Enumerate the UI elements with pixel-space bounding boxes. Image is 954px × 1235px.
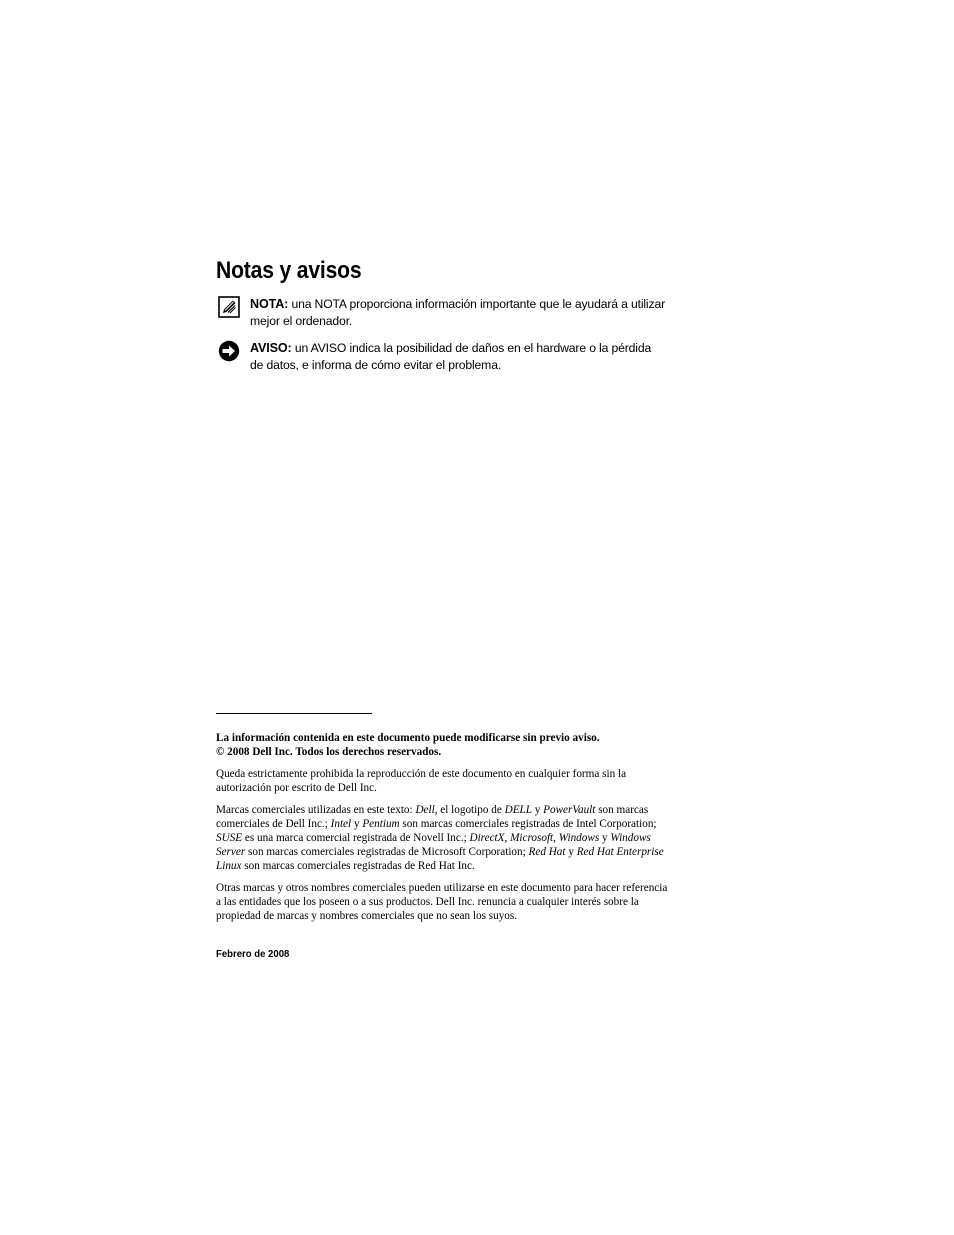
other-line-1: Otras marcas y otros nombres comerciales pueden utilizarse en este documento para hacer referencia: [216, 882, 668, 894]
other-trademarks-notice: [216, 881, 716, 923]
other-line-2: a las entidades que los poseen o a sus productos. Dell Inc. renuncia a cualquier interés sobre la: [216, 896, 639, 908]
trademarks-paragraph: [216, 803, 716, 873]
tm-redhat-enterprise: Linux: [216, 860, 242, 872]
tm-text: es una marca comercial registrada de Novell Inc.;: [242, 832, 470, 844]
tm-dell-logo: DELL: [504, 804, 532, 816]
tm-redhat: Red Hat: [528, 846, 566, 858]
note-line-1: una NOTA proporciona información importante que le ayudará a utilizar: [291, 297, 665, 311]
tm-windows-server: Server: [216, 846, 246, 858]
copyright-line: © 2008 Dell Inc. Todos los derechos reservados.: [216, 746, 442, 758]
tm-text: son marcas comerciales registradas de Microsoft Corporation;: [245, 846, 529, 858]
notice-line-2: de datos, e informa de cómo evitar el problema.: [250, 358, 502, 372]
tm-text: y: [565, 846, 577, 858]
pencil-note-icon: [218, 296, 240, 318]
arrow-circle-icon: [218, 340, 240, 362]
other-line-3: propiedad de marcas y nombres comerciales que no sean los suyos.: [216, 910, 518, 922]
tm-text: comerciales de Dell Inc.;: [216, 818, 331, 830]
reproduction-notice: [216, 767, 716, 795]
tm-windows-server: Windows: [610, 832, 651, 844]
tm-text: son marcas: [595, 804, 649, 816]
info-line: La información contenida en este documento puede modificarse sin previo aviso.: [216, 732, 600, 744]
reproduction-line-1: Queda estrictamente prohibida la reproducción de este documento en cualquier forma sin la: [216, 768, 627, 780]
publication-date: Febrero de 2008: [216, 949, 290, 960]
tm-text: y: [351, 818, 363, 830]
tm-microsoft: Microsoft: [510, 832, 554, 844]
tm-redhat-enterprise: Red Hat Enterprise: [576, 846, 664, 858]
page-title: Notas y avisos: [216, 257, 362, 284]
tm-text: y: [599, 832, 611, 844]
tm-text: y: [531, 804, 544, 816]
note-label: NOTA:: [250, 297, 289, 311]
tm-text: son marcas comerciales registradas de Red Hat Inc.: [241, 860, 475, 872]
tm-text: , el logotipo de: [434, 804, 505, 816]
tm-directx: DirectX: [469, 832, 505, 844]
tm-intel: Intel: [330, 818, 352, 830]
tm-text: ,: [504, 832, 511, 844]
notice-text: [250, 340, 720, 374]
tm-powervault: PowerVault: [543, 804, 596, 816]
info-disclaimer: [216, 731, 716, 759]
note-text: [250, 296, 720, 330]
tm-suse: SUSE: [216, 832, 243, 844]
tm-text: Marcas comerciales utilizadas en este texto:: [216, 804, 416, 816]
tm-pentium: Pentium: [362, 818, 400, 830]
notice-line-1: un AVISO indica la posibilidad de daños en el hardware o la pérdida: [294, 341, 652, 355]
tm-text: ,: [553, 832, 559, 844]
tm-windows: Windows: [558, 832, 600, 844]
note-line-2: mejor el ordenador.: [250, 314, 353, 328]
tm-text: son marcas comerciales registradas de Intel Corporation;: [399, 818, 657, 830]
notice-label: AVISO:: [250, 341, 292, 355]
footnote-divider: [216, 713, 372, 714]
reproduction-line-2: autorización por escrito de Dell Inc.: [216, 782, 377, 794]
tm-dell: Dell: [415, 804, 435, 816]
